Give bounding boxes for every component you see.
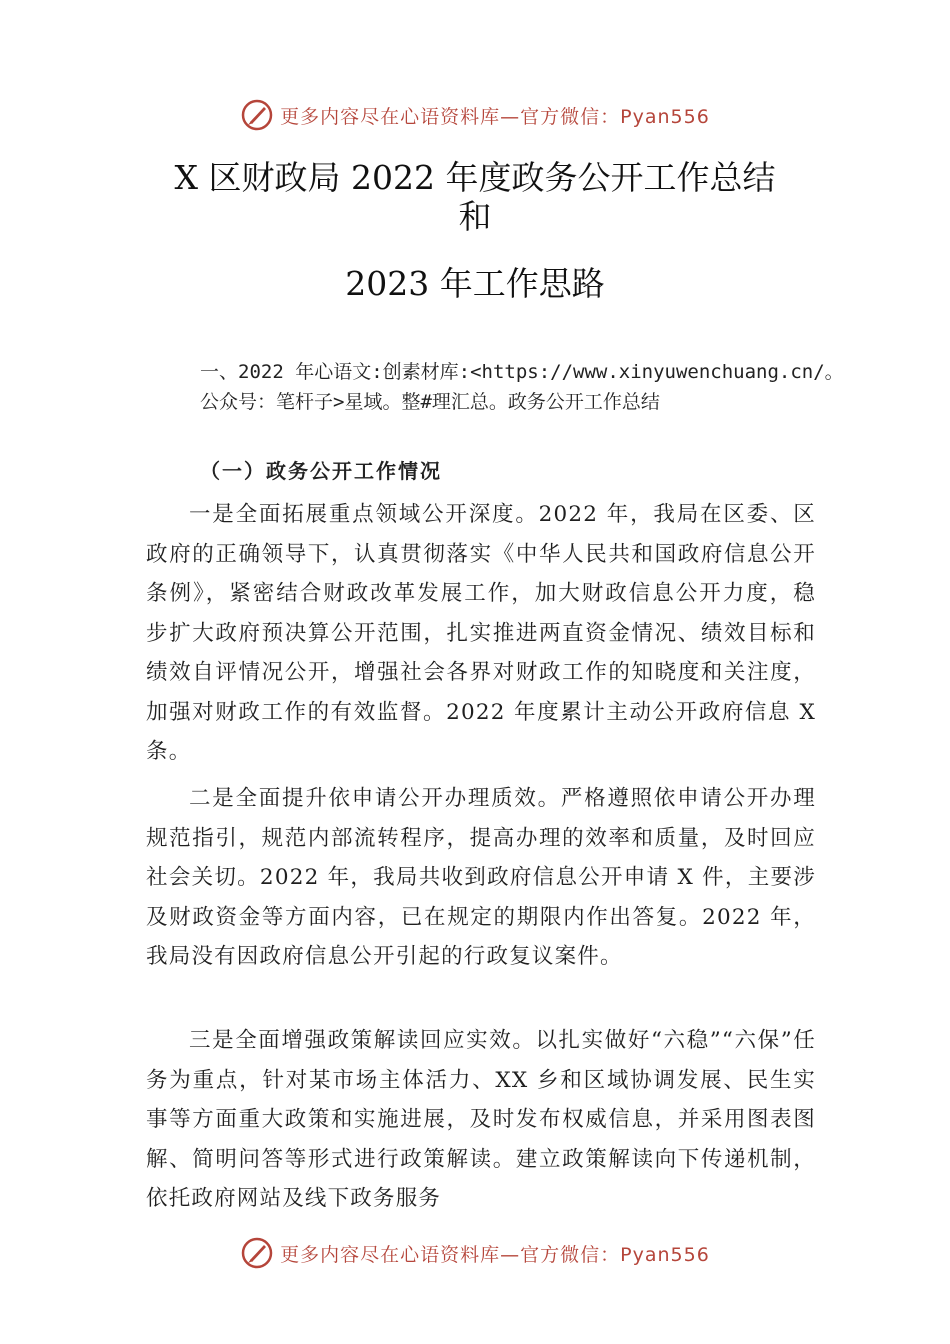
- section-intro: 一、2022 年心语文:创素材库:<https://www.xinyuwenchuang.cn/。公众号：笔杆子>星域。整#理汇总。政务公开工作总结: [200, 361, 844, 413]
- subheading: （一）政务公开工作情况: [200, 459, 442, 483]
- paragraph: 二是全面提升依申请公开办理质效。严格遵照依申请公开办理规范指引，规范内部流转程序，提高办理的效率和质量，及时回应社会关切。2022 年，我局共收到政府信息公开申请 X 件，主要涉及财政资金等方面内容，已在规定的期限内作出答复。2022 年，我局没有因政府信息公开引起的行政复议案件。: [146, 786, 816, 969]
- document-title-line3: 2023 年工作思路: [345, 264, 605, 303]
- pen-seal-logo-icon: [240, 1236, 274, 1270]
- paragraph: 三是全面增强政策解读回应实效。以扎实做好“六稳”“六保”任务为重点，针对某市场主体活力、XX 乡和区域协调发展、民生实事等方面重大政策和实施进展，及时发布权威信息，并采用图表图解、简明问答等形式进行政策解读。建立政策解读向下传递机制，依托政府网站及线下政务服务: [146, 1028, 816, 1211]
- pen-seal-logo-icon: [240, 98, 274, 132]
- paragraph: 一是全面拓展重点领域公开深度。2022 年，我局在区委、区政府的正确领导下，认真贯彻落实《中华人民共和国政府信息公开条例》，紧密结合财政改革发展工作，加大财政信息公开力度，稳步扩大政府预决算公开范围，扎实推进两直资金情况、绩效目标和绩效自评情况公开，增强社会各界对财政工作的知晓度和关注度，加强对财政工作的有效监督。2022 年度累计主动公开政府信息 X 条。: [146, 502, 816, 764]
- header-watermark-banner: [0, 95, 950, 135]
- watermark-text: 更多内容尽在心语资料库—官方微信：Pyan556: [280, 105, 710, 128]
- document-title-line1: X 区财政局 2022 年度政务公开工作总结: [174, 158, 776, 197]
- watermark-text: 更多内容尽在心语资料库—官方微信：Pyan556: [280, 1243, 710, 1266]
- footer-watermark-banner: [0, 1233, 950, 1273]
- document-title-line2: 和: [458, 197, 492, 236]
